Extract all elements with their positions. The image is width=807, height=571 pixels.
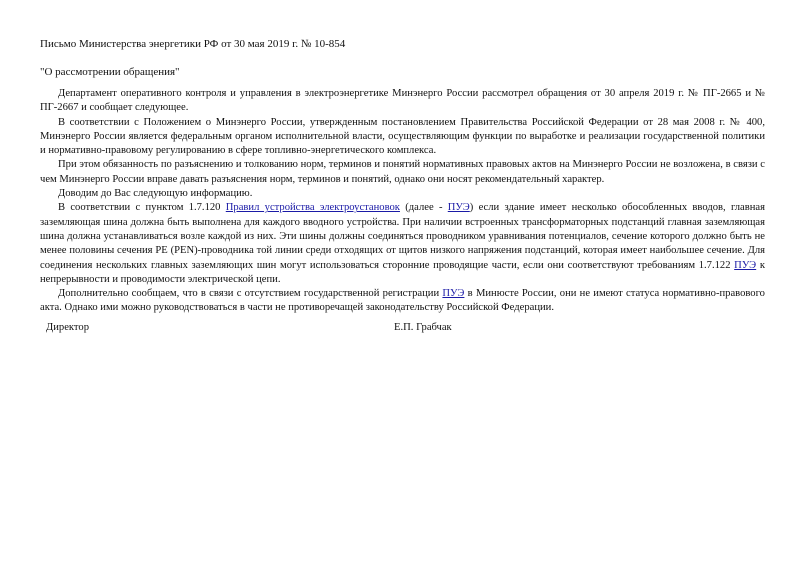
paragraph-5-text: (далее -	[399, 202, 448, 214]
document-title: Письмо Министерства энергетики РФ от 30 мая 2019 г. № 10-854	[40, 38, 346, 50]
paragraph-1: Департамент оперативного контроля и управления в электроэнергетике Минэнерго России рассмотрел обращения от 30 апреля 2019 г. № ПГ-2665 и № ПГ-2667 и сообщает следующее.	[40, 88, 765, 114]
signature-name: Е.П. Грабчак	[394, 322, 452, 333]
paragraph-6-text: Дополнительно сообщаем, что в связи с отсутствием государственной регистрации	[58, 288, 443, 300]
paragraph-6-text: в Минюсте России, они не имеют статуса нормативно-правового акта. Однако ими можно руководствоваться в части не противоречащей законодательству Российской Федерации.	[40, 288, 765, 314]
paragraph-5-text: к непрерывности и проводимости электрической цепи.	[40, 259, 765, 285]
link-pue[interactable]: ПУЭ	[447, 202, 470, 214]
signature-block	[46, 321, 766, 337]
paragraph-5-text: В соответствии с пунктом 1.7.120	[58, 202, 226, 214]
paragraph-5-text: ) если здание имеет несколько обособленных вводов, главная заземляющая шина должна быть выполнена для каждого вводного устройства. При наличии встроенных трансформаторных подстанций главная заземляющая шина должна устанавливаться возле каждой из них. Эти шины должны соединяться проводником уравнивания потенциалов, сечение которого должно быть не менее половины сечения PE (PEN)-проводника той линии среди отходящих от щитов низкого напряжения подстанций, которая имеет наибольшее сечение. Для соединения нескольких главных заземляющих шин могут использоваться сторонние проводящие части, если они соответствуют требованиям 1.7.122	[40, 202, 765, 271]
link-pue[interactable]: ПУЭ	[442, 288, 465, 300]
link-pue[interactable]: ПУЭ	[734, 259, 757, 271]
paragraph-2: В соответствии с Положением о Минэнерго России, утвержденным постановлением Правительства Российской Федерации от 28 мая 2008 г. № 400, Минэнерго России является федеральным органом исполнительной власти, осуществляющим функции по выработке и реализации государственной политики и нормативно-правовому регулированию в сфере топливно-энергетического комплекса.	[40, 116, 765, 157]
paragraph-4: Доводим до Вас следующую информацию.	[58, 188, 253, 200]
link-pue-rules[interactable]: Правил устройства электроустановок	[225, 202, 400, 214]
document-subtitle: "О рассмотрении обращения"	[40, 66, 180, 78]
paragraph-6	[40, 287, 765, 316]
document-body	[40, 87, 765, 316]
signature-position: Директор	[46, 322, 89, 333]
paragraph-5	[40, 201, 765, 287]
paragraph-3: При этом обязанность по разъяснению и толкованию норм, терминов и понятий нормативных правовых актов на Минэнерго России не возложена, в связи с чем Минэнерго России вправе давать разъяснения норм, терминов и понятий, однако они носят рекомендательный характер.	[40, 159, 765, 185]
